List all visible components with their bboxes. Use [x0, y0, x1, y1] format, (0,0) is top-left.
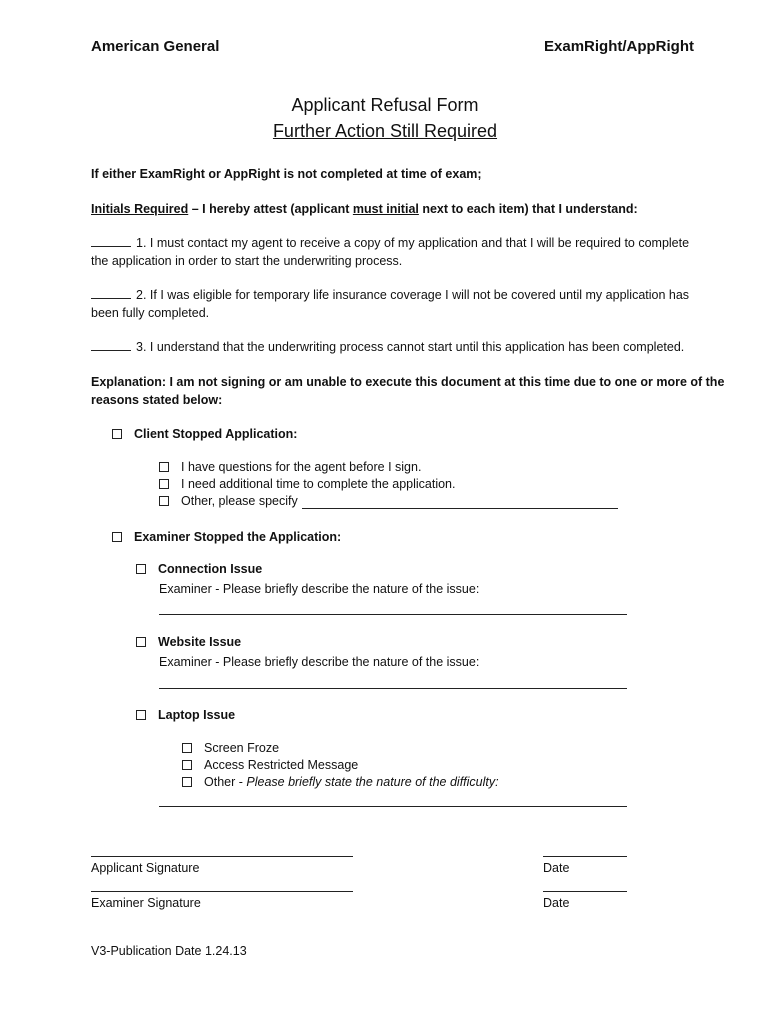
- client-stopped-label: Client Stopped Application:: [134, 427, 298, 441]
- intro-text: If either ExamRight or AppRight is not completed at time of exam;: [91, 167, 482, 181]
- examiner-stopped-option[interactable]: [112, 529, 341, 547]
- connection-issue-prompt: Examiner - Please briefly describe the nature of the issue:: [159, 582, 480, 596]
- client-option-time[interactable]: [159, 476, 455, 494]
- laptop-issue-label: Laptop Issue: [158, 708, 236, 722]
- laptop-other-checkbox[interactable]: [182, 777, 192, 787]
- examiner-signature-label: Examiner Signature: [91, 896, 201, 910]
- explanation-text: [91, 374, 724, 409]
- initials-field-3[interactable]: [91, 339, 131, 351]
- applicant-date-line[interactable]: [543, 856, 627, 857]
- examiner-signature-line[interactable]: [91, 891, 353, 892]
- laptop-issue-option[interactable]: [136, 707, 235, 725]
- screen-froze-checkbox[interactable]: [182, 743, 192, 753]
- examiner-stopped-label: Examiner Stopped the Application:: [134, 530, 342, 544]
- website-issue-line[interactable]: [159, 688, 627, 689]
- questions-label: I have questions for the agent before I sign.: [181, 460, 422, 474]
- publication-date: V3-Publication Date 1.24.13: [91, 944, 247, 958]
- client-other-specify-line[interactable]: [302, 508, 618, 509]
- form-title: Applicant Refusal Form: [291, 95, 479, 115]
- time-label: I need additional time to complete the application.: [181, 477, 456, 491]
- connection-issue-label: Connection Issue: [158, 562, 263, 576]
- client-other-label: Other, please specify: [181, 494, 298, 508]
- initials-field-1[interactable]: [91, 235, 131, 247]
- access-restricted-checkbox[interactable]: [182, 760, 192, 770]
- attest-item-2-line1: 2. If I was eligible for temporary life insurance coverage I will not be covered until my application has: [136, 288, 690, 302]
- attest-item-3-line1: 3. I understand that the underwriting process cannot start until this application has been completed.: [136, 340, 685, 354]
- questions-checkbox[interactable]: [159, 462, 169, 472]
- laptop-option-access[interactable]: [182, 757, 358, 775]
- program-name: ExamRight/AppRight: [544, 38, 694, 55]
- attest-item-2: [91, 287, 689, 322]
- laptop-other-prompt: Please briefly state the nature of the difficulty:: [246, 775, 499, 789]
- laptop-option-other[interactable]: [182, 774, 499, 792]
- client-stopped-checkbox[interactable]: [112, 429, 122, 439]
- laptop-other-line[interactable]: [159, 806, 627, 807]
- time-checkbox[interactable]: [159, 479, 169, 489]
- client-option-questions[interactable]: [159, 459, 421, 477]
- explanation-line2: reasons stated below:: [91, 392, 223, 407]
- connection-issue-line[interactable]: [159, 614, 627, 615]
- laptop-other-label: Other -: [204, 775, 247, 789]
- website-issue-checkbox[interactable]: [136, 637, 146, 647]
- examiner-date-label: Date: [543, 896, 570, 910]
- client-stopped-option[interactable]: [112, 426, 297, 444]
- connection-issue-option[interactable]: [136, 561, 262, 579]
- initials-instruction: [91, 201, 638, 219]
- company-name: American General: [91, 38, 220, 55]
- laptop-issue-checkbox[interactable]: [136, 710, 146, 720]
- initials-emphasis: must initial: [352, 202, 419, 216]
- connection-issue-checkbox[interactable]: [136, 564, 146, 574]
- website-issue-label: Website Issue: [158, 635, 242, 649]
- website-issue-option[interactable]: [136, 634, 241, 652]
- access-restricted-label: Access Restricted Message: [204, 758, 359, 772]
- website-issue-prompt: Examiner - Please briefly describe the nature of the issue:: [159, 655, 480, 669]
- laptop-option-screen[interactable]: [182, 740, 279, 758]
- applicant-signature-line[interactable]: [91, 856, 353, 857]
- examiner-stopped-checkbox[interactable]: [112, 532, 122, 542]
- applicant-signature-label: Applicant Signature: [91, 861, 200, 875]
- initials-text-a: – I hereby attest (applicant: [188, 202, 353, 216]
- attest-item-3: [91, 339, 684, 357]
- explanation-line1: Explanation: I am not signing or am unable to execute this document at this time due to one or more of the: [91, 375, 725, 389]
- attest-item-1-line2: the application in order to start the underwriting process.: [91, 253, 403, 268]
- initials-text-b: next to each item) that I understand:: [418, 202, 638, 216]
- attest-item-1: [91, 235, 689, 270]
- attest-item-2-line2: been fully completed.: [91, 305, 210, 320]
- client-other-checkbox[interactable]: [159, 496, 169, 506]
- form-subtitle: Further Action Still Required: [272, 121, 498, 141]
- screen-froze-label: Screen Froze: [204, 741, 280, 755]
- client-option-other[interactable]: [159, 493, 298, 511]
- attest-item-1-line1: 1. I must contact my agent to receive a copy of my application and that I will be required to complete: [136, 236, 690, 250]
- examiner-date-line[interactable]: [543, 891, 627, 892]
- applicant-date-label: Date: [543, 861, 570, 875]
- initials-field-2[interactable]: [91, 287, 131, 299]
- initials-required-label: Initials Required: [91, 202, 189, 216]
